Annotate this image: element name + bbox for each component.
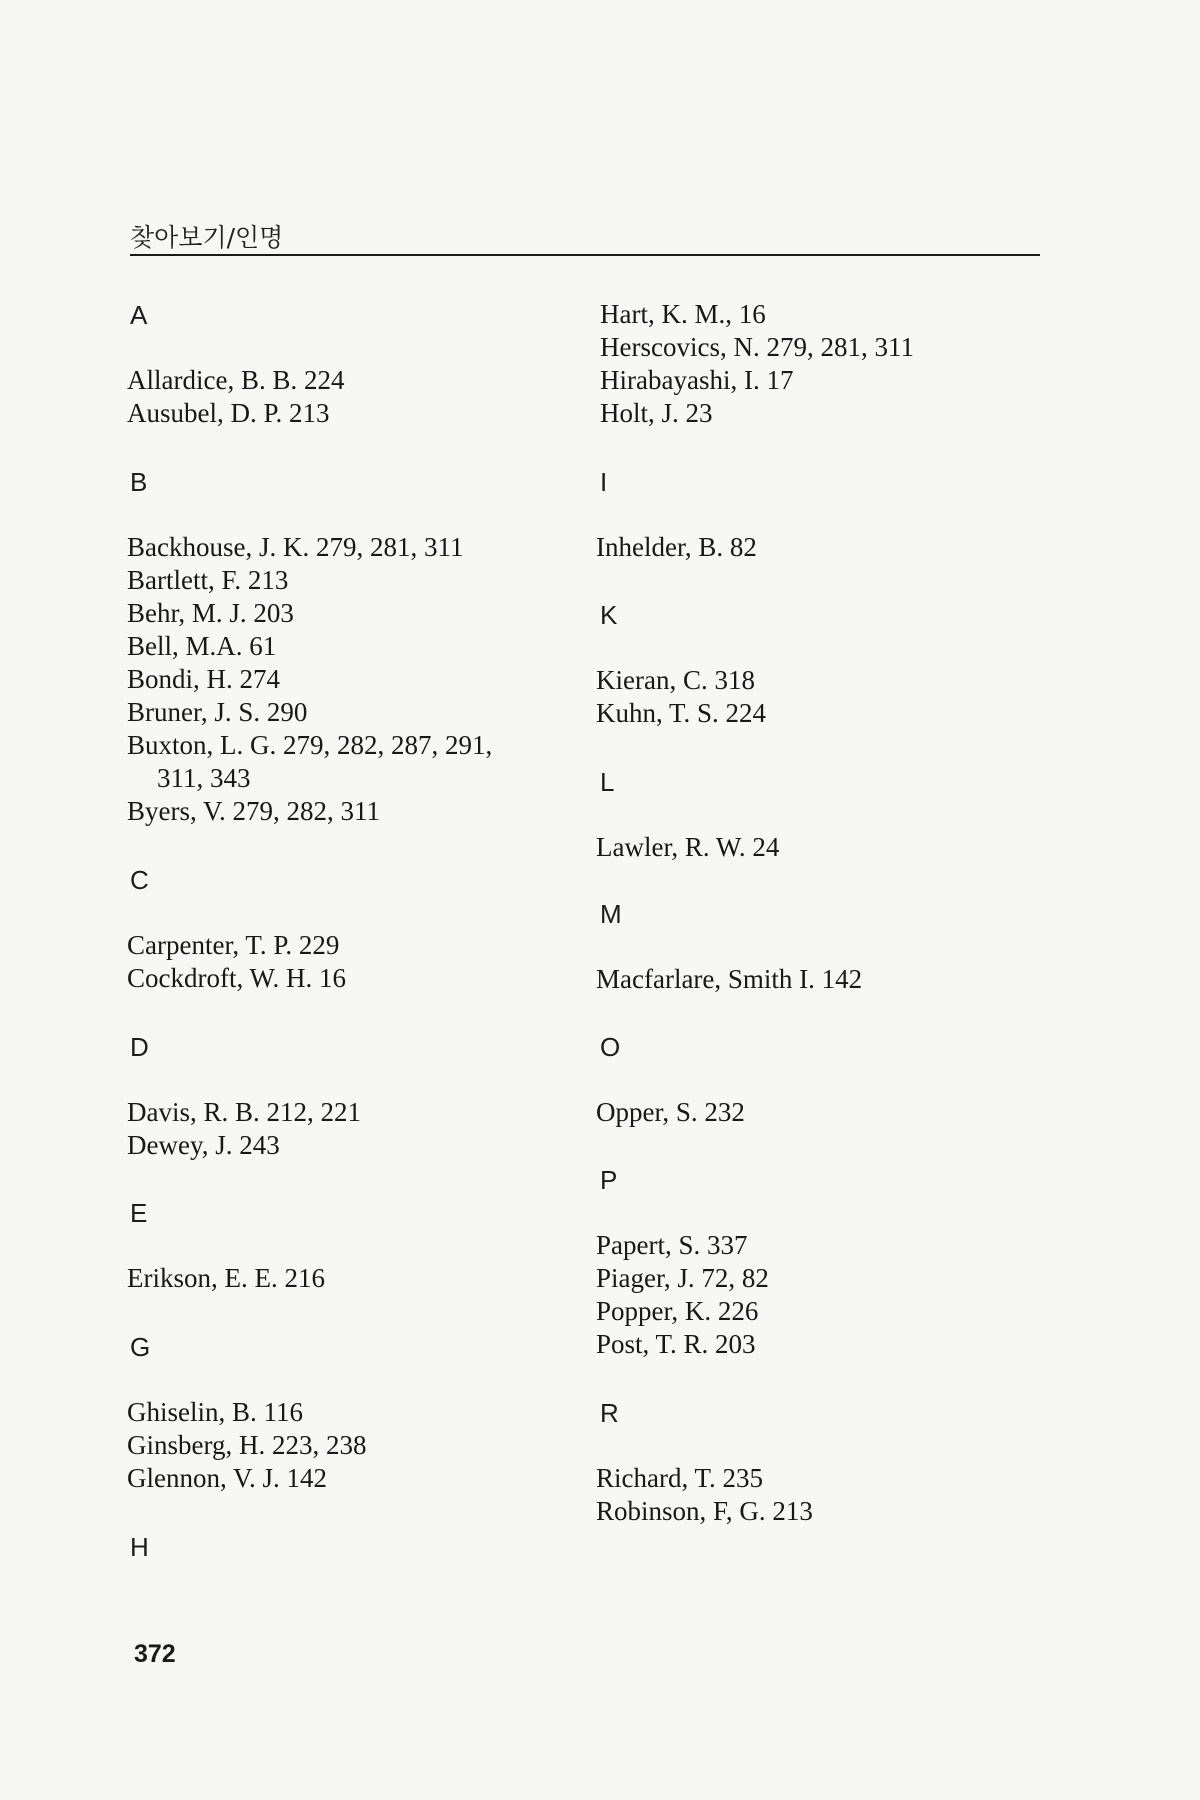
index-entry: Robinson, F, G. 213 <box>596 1496 813 1526</box>
section-letter-o: O <box>600 1032 621 1062</box>
section-letter-a: A <box>130 300 148 330</box>
index-entry: Post, T. R. 203 <box>596 1329 756 1359</box>
index-entry: Piager, J. 72, 82 <box>596 1263 769 1293</box>
index-entry: Buxton, L. G. 279, 282, 287, 291, <box>127 730 493 760</box>
section-letter-g: G <box>130 1332 151 1362</box>
index-entry: Bell, M.A. 61 <box>127 631 277 661</box>
index-entry: Backhouse, J. K. 279, 281, 311 <box>127 532 464 562</box>
index-entry: Hirabayashi, I. 17 <box>600 365 794 395</box>
page-number: 372 <box>134 1640 176 1668</box>
index-entry: Bartlett, F. 213 <box>127 565 289 595</box>
section-letter-m: M <box>600 899 622 929</box>
index-entry: Ghiselin, B. 116 <box>127 1397 304 1427</box>
index-entry: Papert, S. 337 <box>596 1230 748 1260</box>
index-entry-continuation: 311, 343 <box>157 763 251 793</box>
index-entry: Byers, V. 279, 282, 311 <box>127 796 381 826</box>
index-entry: Bondi, H. 274 <box>127 664 281 694</box>
index-entry: Kuhn, T. S. 224 <box>596 698 767 728</box>
index-entry: Cockdroft, W. H. 16 <box>127 963 346 993</box>
section-letter-c: C <box>130 865 149 895</box>
index-entry: Dewey, J. 243 <box>127 1130 280 1160</box>
section-letter-d: D <box>130 1032 149 1062</box>
index-entry: Erikson, E. E. 216 <box>127 1263 325 1293</box>
index-entry: Kieran, C. 318 <box>596 665 755 695</box>
index-entry: Ginsberg, H. 223, 238 <box>127 1430 367 1460</box>
index-entry: Herscovics, N. 279, 281, 311 <box>600 332 914 362</box>
index-entry: Ausubel, D. P. 213 <box>127 398 330 428</box>
section-letter-b: B <box>130 467 148 497</box>
index-entry: Hart, K. M., 16 <box>600 299 766 329</box>
index-entry: Behr, M. J. 203 <box>127 598 294 628</box>
index-entry: Macfarlare, Smith I. 142 <box>596 964 863 994</box>
header-divider <box>130 254 1040 256</box>
index-entry: Inhelder, B. 82 <box>596 532 757 562</box>
index-entry: Davis, R. B. 212, 221 <box>127 1097 362 1127</box>
index-entry: Popper, K. 226 <box>596 1296 759 1326</box>
section-letter-r: R <box>600 1398 619 1428</box>
index-entry: Holt, J. 23 <box>600 398 713 428</box>
section-letter-i: I <box>600 467 608 497</box>
section-letter-h: H <box>130 1532 149 1562</box>
page-header-title: 찾아보기/인명 <box>130 223 284 252</box>
section-letter-l: L <box>600 767 615 797</box>
index-entry: Richard, T. 235 <box>596 1463 763 1493</box>
index-entry: Glennon, V. J. 142 <box>127 1463 328 1493</box>
index-entry: Carpenter, T. P. 229 <box>127 930 340 960</box>
section-letter-p: P <box>600 1165 618 1195</box>
section-letter-e: E <box>130 1198 148 1228</box>
index-entry: Bruner, J. S. 290 <box>127 697 308 727</box>
index-entry: Lawler, R. W. 24 <box>596 832 780 862</box>
section-letter-k: K <box>600 600 618 630</box>
index-entry: Allardice, B. B. 224 <box>127 365 345 395</box>
index-entry: Opper, S. 232 <box>596 1097 745 1127</box>
